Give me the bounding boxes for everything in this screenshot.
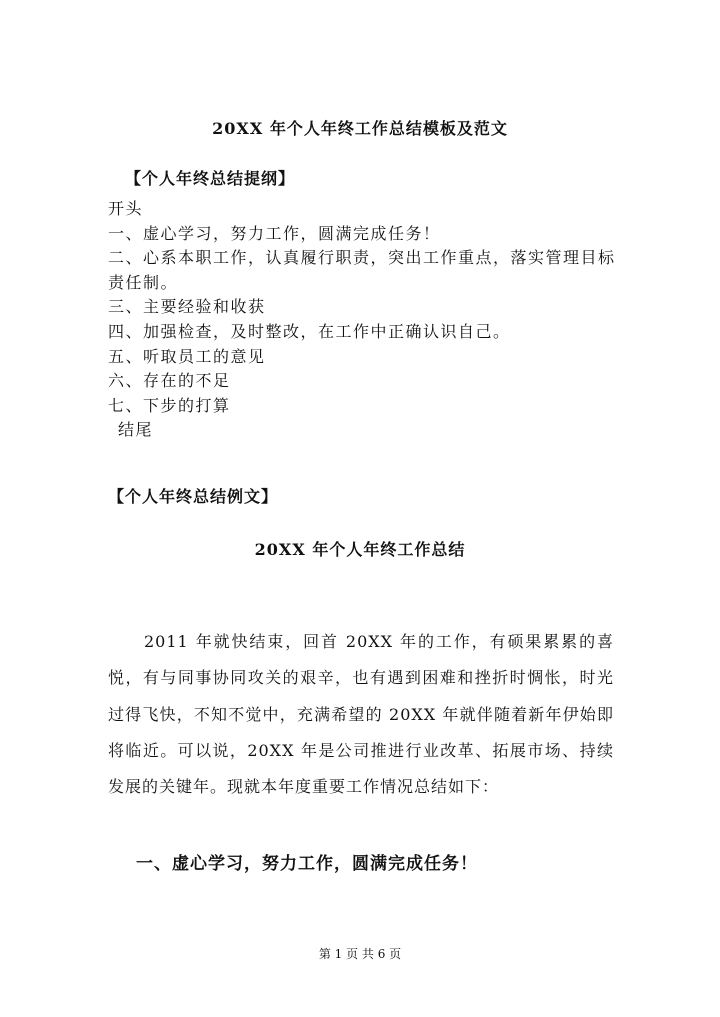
outline-heading: 【个人年终总结提纲】 <box>125 169 296 188</box>
outline-item: 开头 <box>108 199 144 218</box>
outline-item: 三、主要经验和收获 <box>108 297 266 317</box>
example-heading: 【个人年终总结例文】 <box>108 487 279 506</box>
section-one-heading: 一、虚心学习，努力工作，圆满完成任务！ <box>136 854 478 874</box>
outline-item: 五、听取员工的意见 <box>108 346 266 366</box>
outline-item: 七、下步的打算 <box>108 395 231 415</box>
essay-title: 20XX 年个人年终工作总结 <box>254 540 466 559</box>
document-title: 20XX 年个人年终工作总结模板及范文 <box>212 119 508 138</box>
outline-item: 四、加强检查，及时整改，在工作中正确认识自己。 <box>108 321 511 341</box>
outline-item: 六、存在的不足 <box>108 371 231 391</box>
page-footer: 第 1 页 共 6 页 <box>318 947 402 961</box>
essay-paragraph: 2011 年就快结束，回首 20XX 年的工作，有硕果累累的喜悦，有与同事协同攻关的艰辛，也有遇到困难和挫折时惆怅，时光过得飞快，不知不觉中，充满希望的 20XX 年就伴随着新年伊始即将临近。可以说，20XX 年是公司推进行业改革、拓展市场、持续发展的关键年。现就本年度重要工作情况总结如下： <box>108 632 614 797</box>
outline-item: 一、虚心学习，努力工作，圆满完成任务！ <box>108 223 441 243</box>
outline-item: 二、心系本职工作，认真履行职责，突出工作重点，落实管理目标责任制。 <box>108 248 616 292</box>
outline-item: 结尾 <box>118 420 154 440</box>
outline-list <box>108 197 618 443</box>
